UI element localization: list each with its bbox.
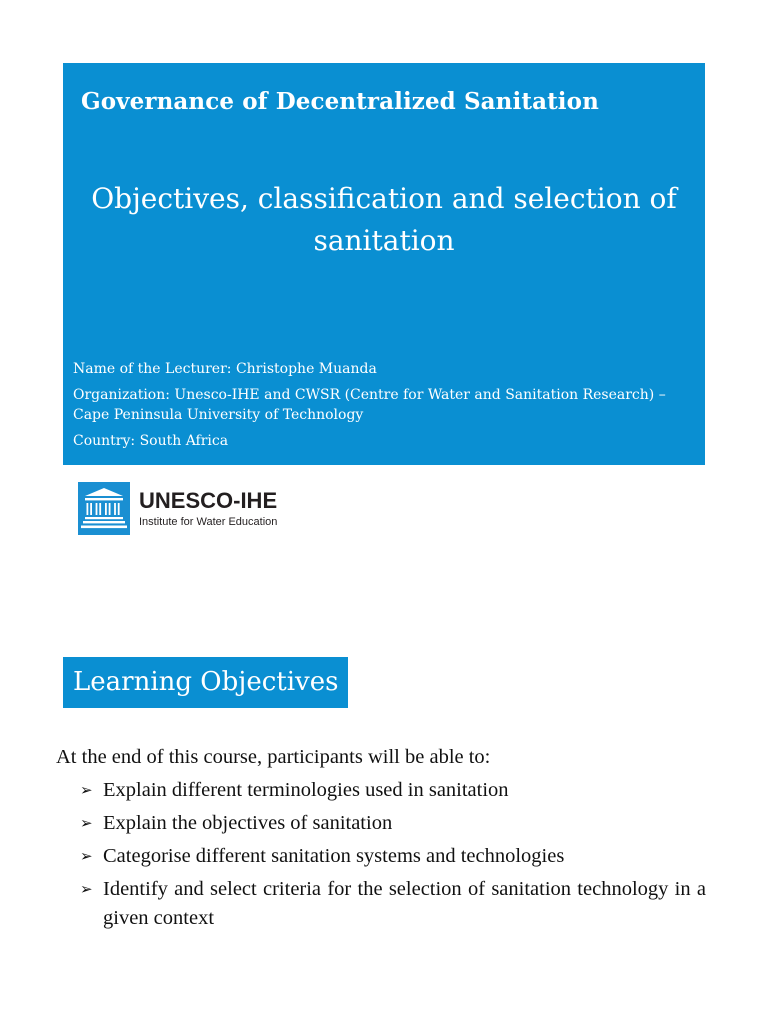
objective-text: Identify and select criteria for the selection of sanitation technology in a given context	[103, 878, 706, 929]
course-title: Governance of Decentralized Sanitation	[81, 88, 599, 115]
logo-tagline: Institute for Water Education	[139, 516, 278, 528]
objective-text: Categorise different sanitation systems and technologies	[103, 845, 565, 867]
list-item	[80, 842, 706, 871]
title-slide	[63, 63, 705, 465]
slide-title: Objectives, classification and selection of sanitation	[91, 182, 677, 257]
arrow-bullet-icon: ➢	[80, 814, 93, 832]
lecturer-line: Name of the Lecturer: Christophe Muanda	[73, 361, 377, 377]
unesco-temple-icon	[78, 482, 130, 535]
list-item	[80, 875, 706, 933]
objectives-intro: At the end of this course, participants will be able to:	[56, 746, 491, 768]
arrow-bullet-icon: ➢	[80, 847, 93, 865]
arrow-bullet-icon: ➢	[80, 880, 93, 898]
unesco-ihe-logo	[78, 482, 318, 536]
list-item	[80, 776, 706, 805]
logo-name: UNESCO-IHE	[139, 488, 278, 513]
learning-objectives-heading: Learning Objectives	[63, 657, 348, 708]
organization-line: Organization: Unesco-IHE and CWSR (Centre for Water and Sanitation Research) – Cape Peninsula University of Technology	[73, 387, 666, 423]
lecture-details	[73, 359, 699, 457]
objective-text: Explain different terminologies used in sanitation	[103, 779, 509, 801]
arrow-bullet-icon: ➢	[80, 781, 93, 799]
objective-text: Explain the objectives of sanitation	[103, 812, 393, 834]
objectives-list	[80, 776, 706, 937]
country-line: Country: South Africa	[73, 433, 229, 449]
list-item	[80, 809, 706, 838]
